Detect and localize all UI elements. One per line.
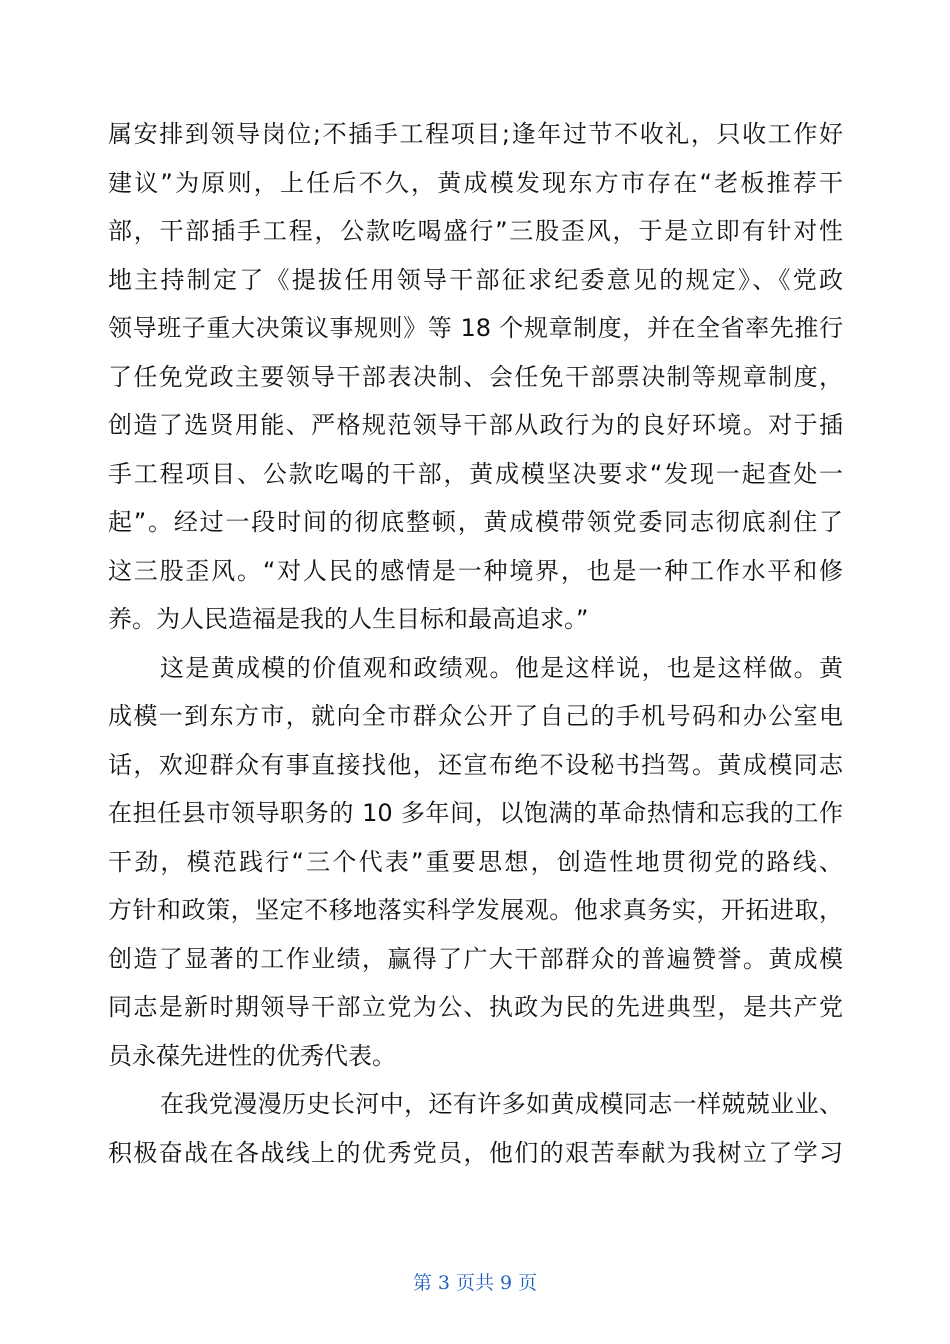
- document-body: [108, 110, 843, 1177]
- paragraph-1: [108, 110, 843, 644]
- text-line: 创造了选贤用能、严格规范领导干部从政行为的良好环境。对于插: [108, 411, 843, 439]
- text-line: 在我党漫漫历史长河中，还有许多如黄成模同志一样兢兢业业、: [160, 1090, 843, 1118]
- text-line: 这是黄成模的价值观和政绩观。他是这样说，也是这样做。黄: [160, 653, 843, 682]
- text-line: 属安排到领导岗位;不插手工程项目;逢年过节不收礼，只收工作好: [108, 120, 843, 148]
- text-line: 干劲，模范践行“三个代表”重要思想，创造性地贯彻党的路线、: [108, 847, 843, 876]
- text-line: 养。为人民造福是我的人生目标和最高追求。”: [108, 605, 589, 633]
- text-line: 这三股歪风。“对人民的感情是一种境界，也是一种工作水平和修: [108, 556, 843, 585]
- text-line: 同志是新时期领导干部立党为公、执政为民的先进典型，是共产党: [108, 993, 843, 1021]
- text-line: 积极奋战在各战线上的优秀党员，他们的艰苦奉献为我树立了学习: [108, 1138, 843, 1167]
- text-line: 手工程项目、公款吃喝的干部，黄成模坚决要求“发现一起查处一: [108, 459, 843, 488]
- text-line: 部，干部插手工程，公款吃喝盛行”三股歪风，于是立即有针对性: [108, 217, 843, 245]
- paragraph-2: [108, 644, 843, 1081]
- text-line: 话，欢迎群众有事直接找他，还宣布绝不设秘书挡驾。黄成模同志: [108, 750, 843, 779]
- text-line: 领导班子重大决策议事规则》等 18 个规章制度，并在全省率先推行: [108, 314, 843, 342]
- text-line: 员永葆先进性的优秀代表。: [108, 1041, 396, 1070]
- page-number-footer: 第 3 页共 9 页: [412, 1272, 538, 1294]
- text-line: 方针和政策，坚定不移地落实科学发展观。他求真务实，开拓进取，: [108, 896, 843, 924]
- text-line: 建议”为原则，上任后不久，黄成模发现东方市存在“老板推荐干: [108, 168, 843, 197]
- text-line: 起”。经过一段时间的彻底整顿，黄成模带领党委同志彻底刹住了: [108, 508, 843, 536]
- paragraph-3: [108, 1080, 843, 1177]
- text-line: 地主持制定了《提拔任用领导干部征求纪委意见的规定》、《党政: [108, 265, 843, 294]
- text-line: 了任免党政主要领导干部表决制、会任免干部票决制等规章制度，: [108, 362, 843, 391]
- text-line: 创造了显著的工作业绩，赢得了广大干部群众的普遍赞誉。黄成模: [108, 944, 843, 973]
- text-line: 成模一到东方市，就向全市群众公开了自己的手机号码和办公室电: [108, 702, 843, 730]
- text-line: 在担任县市领导职务的 10 多年间，以饱满的革命热情和忘我的工作: [108, 799, 843, 827]
